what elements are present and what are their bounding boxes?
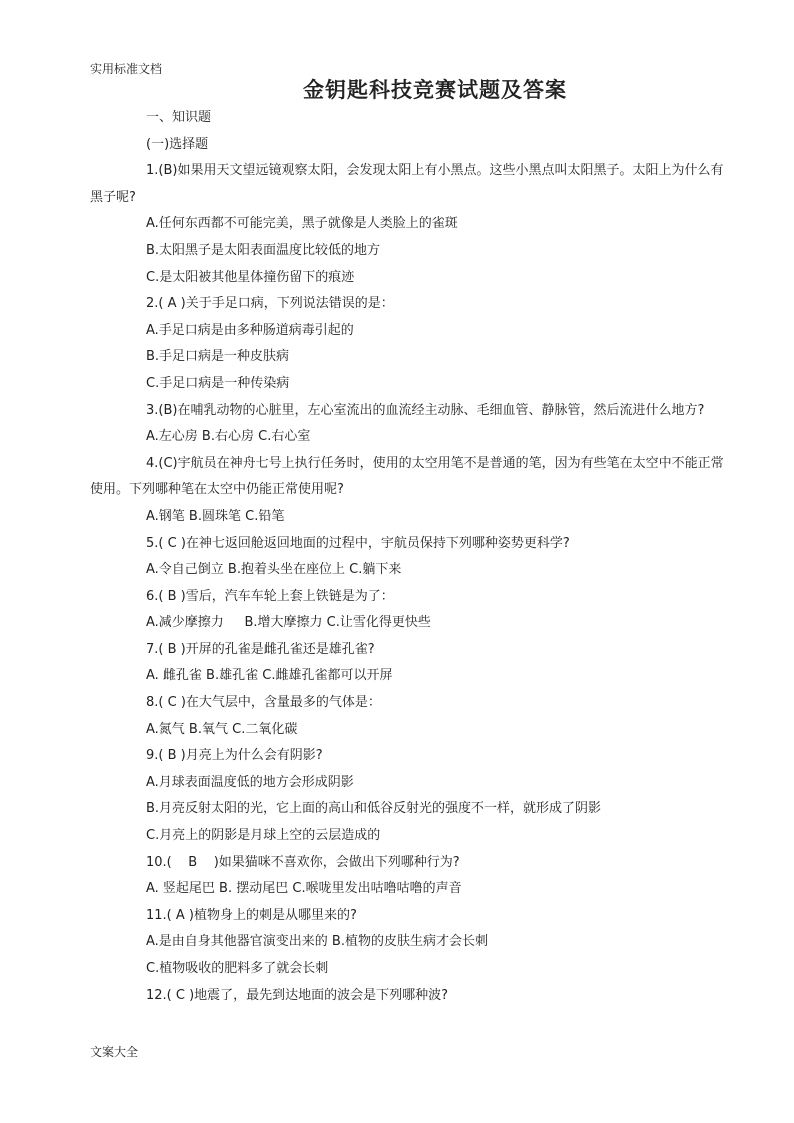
question-7-options: A. 雌孔雀 B.雄孔雀 C.雌雄孔雀都可以开屏	[146, 668, 393, 684]
document-body	[90, 105, 730, 1009]
question-10-options: A. 竖起尾巴 B. 摆动尾巴 C.喉咙里发出咕噜咕噜的声音	[146, 881, 462, 897]
question-8-options: A.氮气 B.氧气 C.二氧化碳	[146, 721, 298, 737]
question-12: 12.( C )地震了，最先到达地面的波会是下列哪种波?	[146, 987, 449, 1003]
page-footer: 文案大全	[90, 1045, 139, 1059]
question-8: 8.( C )在大气层中，含量最多的气体是：	[146, 695, 381, 711]
document-title	[0, 74, 794, 104]
question-5-options: A.令自己倒立 B.抱着头坐在座位上 C.躺下来	[146, 562, 402, 578]
question-1-option-b: B.太阳黑子是太阳表面温度比较低的地方	[146, 242, 381, 258]
subsection-heading: (一)选择题	[146, 136, 209, 152]
question-5: 5.( C )在神七返回舱返回地面的过程中，宇航员保持下列哪种姿势更科学?	[146, 535, 570, 551]
question-4-options: A.钢笔 B.圆珠笔 C.铅笔	[146, 508, 285, 524]
question-6-options: A.减少摩擦力 B.增大摩擦力 C.让雪化得更快些	[146, 615, 431, 631]
question-9-option-c: C.月亮上的阴影是月球上空的云层造成的	[146, 828, 381, 844]
question-11: 11.( A )植物身上的刺是从哪里来的?	[146, 907, 357, 923]
question-2: 2.( A )关于手足口病，下列说法错误的是：	[146, 296, 394, 312]
question-9: 9.( B )月亮上为什么会有阴影?	[146, 748, 323, 764]
question-11-option-c: C.植物吸收的肥料多了就会长刺	[146, 961, 329, 976]
question-4: 4.(C)宇航员在神舟七号上执行任务时，使用的太空用笔不是普通的笔，因为有些笔在太空中不能正常使用。下列哪种笔在太空中仍能正常使用呢?	[90, 455, 724, 498]
question-2-option-b: B.手足口病是一种皮肤病	[146, 349, 290, 365]
section-heading: 一、知识题	[146, 110, 212, 125]
question-9-option-b: B.月亮反射太阳的光，它上面的高山和低谷反射光的强度不一样，就形成了阴影	[146, 801, 602, 817]
question-2-option-c: C.手足口病是一种传染病	[146, 375, 290, 391]
question-9-option-a: A.月球表面温度低的地方会形成阴影	[146, 774, 354, 790]
question-2-option-a: A.手足口病是由多种肠道病毒引起的	[146, 322, 354, 338]
question-1-option-c: C.是太阳被其他星体撞伤留下的痕迹	[146, 269, 355, 285]
question-11-option-ab: A.是由自身其他器官演变出来的 B.植物的皮肤生病才会长刺	[146, 934, 488, 950]
question-1: 1.(B)如果用天文望远镜观察太阳，会发现太阳上有小黑点。这些小黑点叫太阳黑子。太阳上为什么有黑子呢?	[90, 163, 724, 205]
question-3-options: A.左心房 B.右心房 C.右心室	[146, 429, 311, 445]
document-title-text: 金钥匙科技竞赛试题及答案	[303, 77, 567, 102]
page-header: 实用标准文档	[90, 62, 163, 76]
question-3: 3.(B)在哺乳动物的心脏里，左心室流出的血流经主动脉、毛细血管、静脉管，然后流进什么地方?	[146, 402, 705, 418]
question-6: 6.( B )雪后，汽车车轮上套上铁链是为了：	[146, 588, 394, 604]
question-10: 10.( B )如果猫咪不喜欢你，会做出下列哪种行为?	[146, 854, 460, 870]
question-1-option-a: A.任何东西都不可能完美，黑子就像是人类脸上的雀斑	[146, 216, 458, 232]
question-7: 7.( B )开屏的孔雀是雌孔雀还是雄孔雀?	[146, 641, 375, 657]
